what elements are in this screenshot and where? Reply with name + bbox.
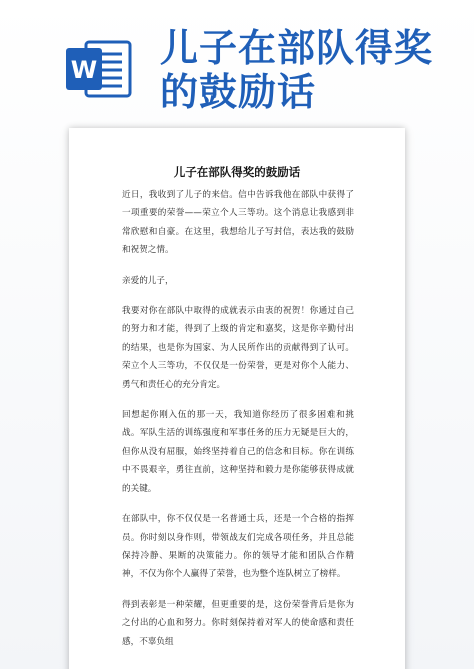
page-title: 儿子在部队得奖的鼓励话 bbox=[160, 26, 434, 114]
header-banner bbox=[0, 0, 474, 130]
paragraph-congrats: 我要对你在部队中取得的成就表示由衷的祝贺！你通过自己的努力和才能，得到了上级的肯定和嘉奖，这是你辛勤付出的结果，也是你为国家、为人民所作出的贡献得到了认可。荣立个人三等功，不仅仅是一份荣誉，更是对你个人能力、勇气和责任心的充分肯定。 bbox=[122, 306, 354, 390]
paragraph-leadership: 在部队中，你不仅仅是一名普通士兵，还是一个合格的指挥员。你时刻以身作则，带领战友们完成各项任务，并且总能保持冷静、果断的决策能力。你的领导才能和团队合作精神，不仅为你个人赢得了荣誉，也为整个连队树立了榜样。 bbox=[122, 514, 354, 580]
document-title: 儿子在部队得奖的鼓励话 bbox=[173, 165, 301, 179]
document-body bbox=[122, 186, 354, 663]
paragraph-greeting: 亲爱的儿子， bbox=[122, 275, 174, 286]
word-document-icon bbox=[66, 40, 132, 98]
paragraph-honor: 得到表彰是一种荣耀，但更重要的是，这份荣誉背后是你为之付出的心血和努力。你时刻保持着对军人的使命感和责任感，不辜负组 bbox=[122, 599, 354, 647]
paragraph-intro: 近日，我收到了儿子的来信。信中告诉我他在部队中获得了一项重要的荣誉——荣立个人三等功。这个消息让我感到非常欣慰和自豪。在这里，我想给儿子写封信，表达我的鼓励和祝贺之情。 bbox=[122, 190, 354, 256]
word-letter: W bbox=[70, 56, 98, 84]
document-page bbox=[69, 128, 405, 669]
paragraph-recollection: 回想起你刚入伍的那一天，我知道你经历了很多困难和挑战。军队生活的训练强度和军事任务的压力无疑是巨大的，但你从没有屈服，始终坚持着自己的信念和目标。你在训练中不畏艰辛，勇往直前，这种坚持和毅力是你能够获得成就的关键。 bbox=[122, 410, 354, 494]
